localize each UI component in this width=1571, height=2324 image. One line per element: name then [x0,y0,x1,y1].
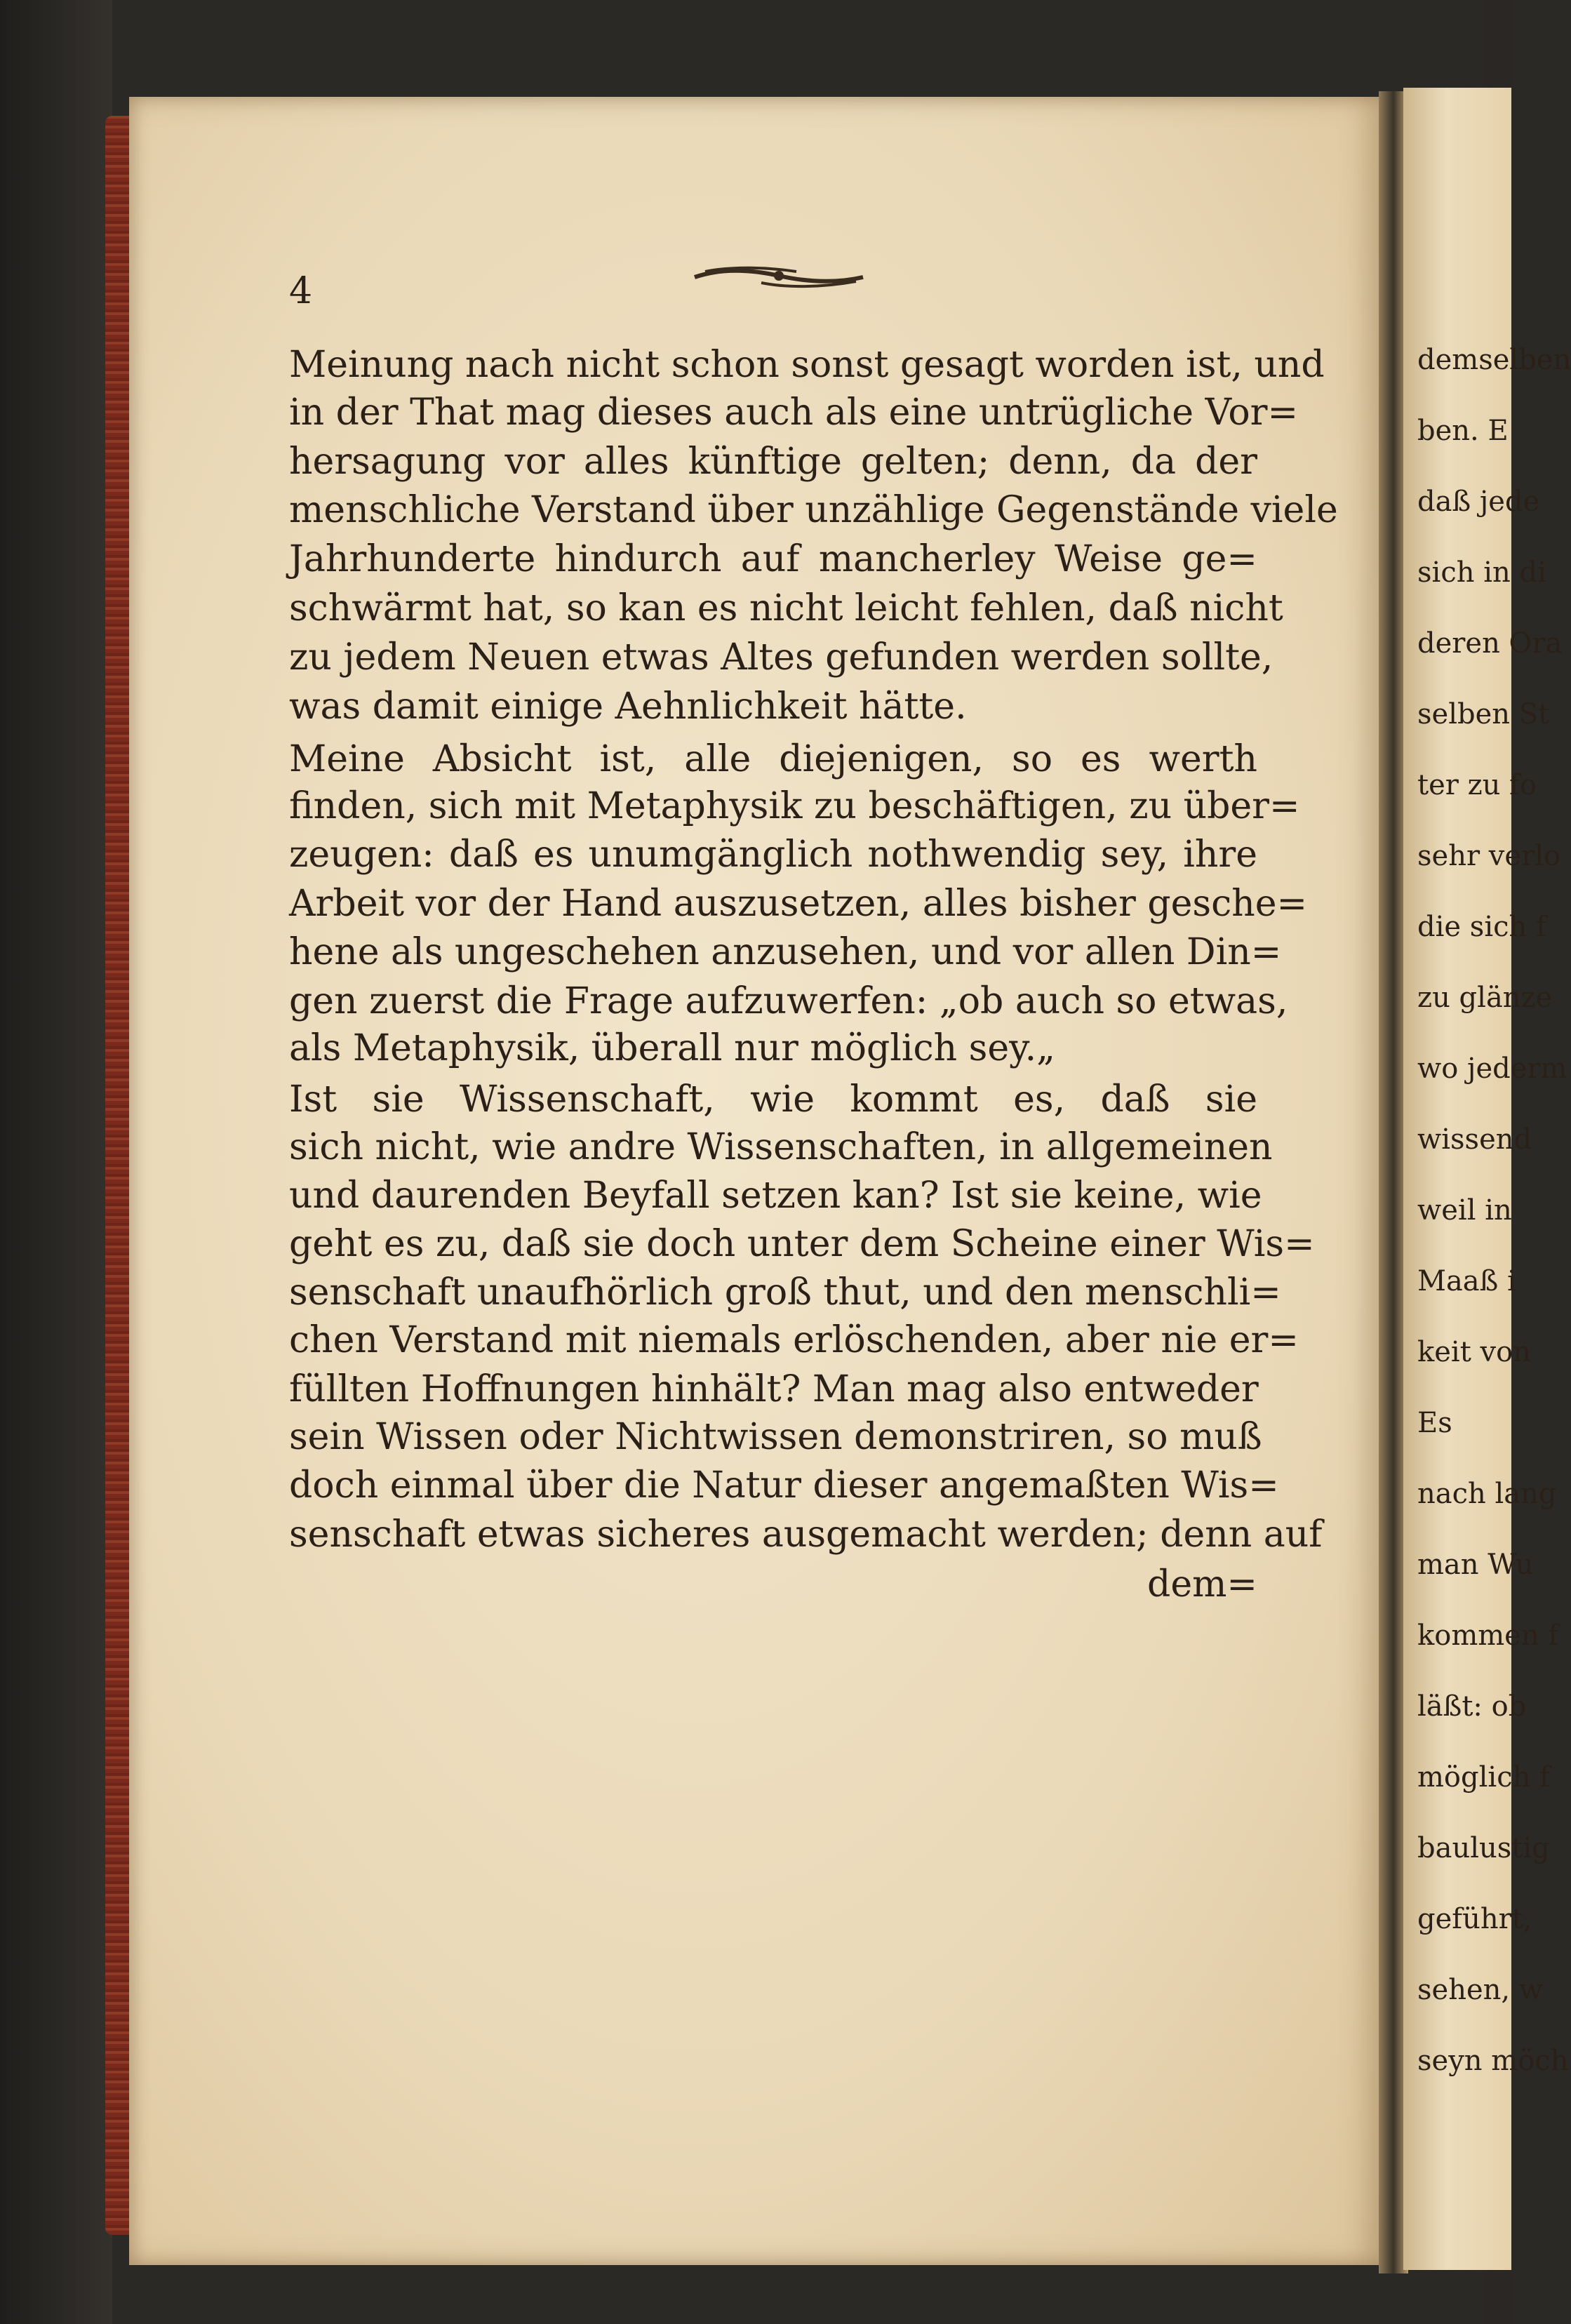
facing-page-fragment: daß jede [1417,486,1540,518]
facing-page-fragment: wissend [1417,1123,1532,1156]
facing-page-fragment: selben St [1417,698,1550,730]
facing-page-fragment: nach lang [1417,1478,1557,1510]
ornament-icon [691,256,867,298]
facing-page-fragment: möglich f [1417,1761,1550,1794]
facing-page-fragment: seyn möch [1417,2045,1569,2077]
facing-page-fragment: sehr verlo [1417,840,1561,872]
text-line: finden, sich mit Metaphysik zu beschäftigen, zu über= [289,785,1300,827]
text-line: was damit einige Aehnlichkeit hätte. [289,686,967,728]
text-line: doch einmal über die Natur dieser angemaßten Wis= [289,1464,1279,1507]
facing-page-fragment: keit von [1417,1336,1531,1368]
facing-page-fragment: baulustig [1417,1832,1550,1864]
text-line: schwärmt hat, so kan es nicht leicht fehlen, daß nicht [289,587,1283,629]
facing-page-fragment: ter zu fo [1417,769,1537,801]
facing-page-fragment: demselben [1417,344,1571,376]
catchword: dem= [1147,1563,1257,1605]
facing-page-fragment: wo jederm [1417,1053,1567,1085]
text-line: sein Wissen oder Nichtwissen demonstriren, so muß [289,1416,1262,1458]
text-line: Meinung nach nicht schon sonst gesagt worden ist, und [289,344,1325,386]
facing-page-fragment: Maaß i [1417,1265,1516,1297]
facing-page-fragment: kommen f [1417,1620,1559,1652]
text-line: Meine Absicht ist, alle diejenigen, so es werth [289,738,1257,780]
background-left [0,0,112,2324]
facing-page-fragment: die sich f [1417,911,1546,943]
facing-page-fragment: geführt, [1417,1903,1532,1935]
facing-page-fragment: zu glänze [1417,982,1553,1014]
facing-page-fragment: läßt: ob [1417,1690,1527,1723]
facing-page-fragment: deren Ora [1417,627,1563,660]
text-line: hersagung vor alles künftige gelten; denn, da der [289,441,1257,483]
text-line: hene als ungeschehen anzusehen, und vor allen Din= [289,931,1282,973]
text-line: zeugen: daß es unumgänglich nothwendig sey, ihre [289,834,1257,876]
text-line: in der That mag dieses auch als eine untrügliche Vor= [289,392,1299,434]
text-line: gen zuerst die Frage aufzuwerfen: „ob auch so etwas, [289,980,1288,1022]
facing-page-fragment: ben. E [1417,415,1509,447]
page-number: 4 [289,270,313,312]
text-line: Jahrhunderte hindurch auf mancherley Weise ge= [289,538,1257,580]
text-line: senschaft unaufhörlich groß thut, und den menschli= [289,1271,1281,1314]
text-line: füllten Hoffnungen hinhält? Man mag also entweder [289,1368,1259,1410]
text-line: sich nicht, wie andre Wissenschaften, in allgemeinen [289,1126,1273,1168]
facing-page-fragment: weil in [1417,1194,1512,1227]
facing-page-fragment: man Wu [1417,1549,1534,1581]
text-line: senschaft etwas sicheres ausgemacht werden; denn auf [289,1514,1323,1556]
text-line: geht es zu, daß sie doch unter dem Scheine einer Wis= [289,1223,1315,1265]
text-line: und daurenden Beyfall setzen kan? Ist sie keine, wie [289,1175,1262,1217]
text-line: Arbeit vor der Hand auszusetzen, alles bisher gesche= [289,883,1308,925]
facing-page-fragment: sehen, w [1417,1974,1544,2006]
text-line: chen Verstand mit niemals erlöschenden, aber nie er= [289,1319,1299,1361]
text-line: Ist sie Wissenschaft, wie kommt es, daß sie [289,1078,1257,1121]
facing-page-fragment: sich in di [1417,556,1546,589]
text-line: zu jedem Neuen etwas Altes gefunden werden sollte, [289,636,1273,679]
text-line: menschliche Verstand über unzählige Gegenstände viele [289,489,1338,531]
text-line: als Metaphysik, überall nur möglich sey.„ [289,1027,1056,1069]
facing-page-fragment: Es [1417,1407,1452,1439]
